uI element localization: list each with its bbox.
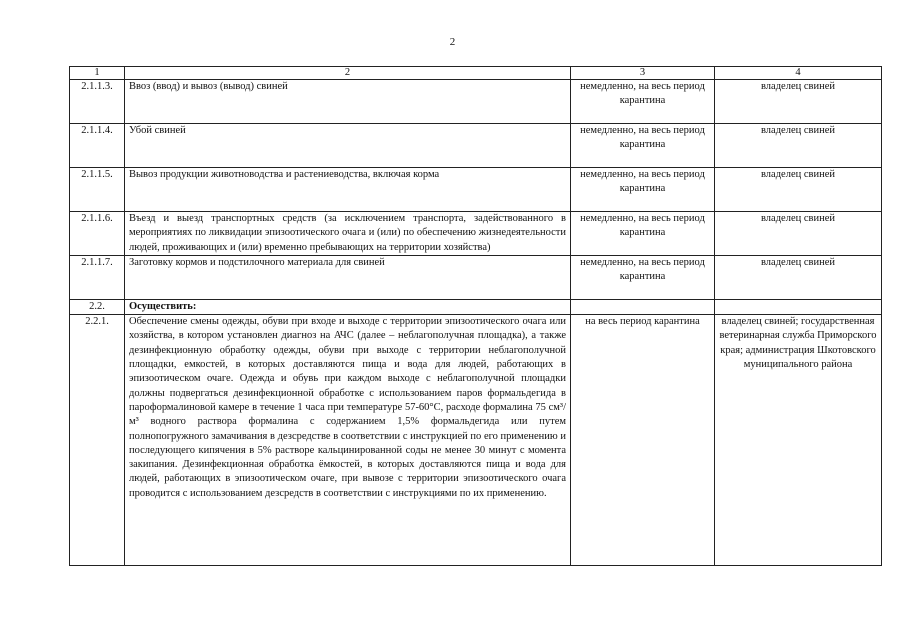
row-measure-text: Обеспечение смены одежды, обуви при входе и выходе с территории эпизоотического очага или хозяйства, в котором установлен диагноз на АЧС (далее – неблагополучная площадка), а также дезинфекционную обработку одежды, обуви при выходе с территории неблагополучной площадки, емкостей, в которых доставляются пища и вода для людей, работающих в эпизоотическом очаге. Одежда и обувь при каждом выходе с неблагополучной площадки должны подвергаться дезинфекционной обработке с использованием паров формальдегида в пароформалиновой камере в течение 1 часа при температуре 57-60°С, расходе формалина 75 см³/м³ водного раствора формалина с содержанием 1,5% формальдегида или путем полнопогружного замачивания в дезсредстве в соответствии с инструкцией по его применению и последующего кипячения в 5% растворе кальцинированной соды не менее 30 минут с момента закипания. Дезинфекционная обработка ёмкостей, в которых доставляются пища и вода для людей, работающих в эпизоотическом очаге, при вывозе с территории эпизоотического очага проводится с использованием дезсредств в соответствии с инструкциями по их применению. [125,315,571,566]
table-row [70,168,882,212]
row-measure-text: Убой свиней [125,124,571,168]
row-term: немедленно, на весь период карантина [571,80,715,124]
row-measure-text: Въезд и выезд транспортных средств (за исключением транспорта, задействованного в мероприятиях по ликвидации эпизоотического очага и (или) по обеспечению жизнедеятельности людей, проживающих и (или) временно пребывающих на территории хозяйства) [125,212,571,256]
row-term [571,299,715,314]
row-responsible: владелец свиней [715,212,882,256]
table-row [70,80,882,124]
table-header-row [70,67,882,80]
table-row [70,124,882,168]
row-responsible [715,299,882,314]
page-number: 2 [449,36,456,48]
row-term: немедленно, на весь период карантина [571,212,715,256]
table-row [70,315,882,566]
row-responsible: владелец свиней [715,80,882,124]
measures-table [69,66,882,566]
row-responsible: владелец свиней [715,255,882,299]
row-number: 2.2.1. [70,315,125,566]
row-measure-text: Ввоз (ввод) и вывоз (вывод) свиней [125,80,571,124]
header-col-4: 4 [715,67,882,80]
row-term: немедленно, на весь период карантина [571,124,715,168]
header-col-2: 2 [125,67,571,80]
row-number: 2.1.1.5. [70,168,125,212]
row-term: немедленно, на весь период карантина [571,255,715,299]
row-number: 2.1.1.4. [70,124,125,168]
row-responsible: владелец свиней [715,124,882,168]
row-term: на весь период карантина [571,315,715,566]
row-number: 2.2. [70,299,125,314]
row-responsible: владелец свиней; государственная ветеринарная служба Приморского края; администрация Шкотовского муниципального района [715,315,882,566]
table-row [70,212,882,256]
row-number: 2.1.1.3. [70,80,125,124]
row-number: 2.1.1.6. [70,212,125,256]
row-term: немедленно, на весь период карантина [571,168,715,212]
row-number: 2.1.1.7. [70,255,125,299]
row-measure-text: Вывоз продукции животноводства и растениеводства, включая корма [125,168,571,212]
header-col-3: 3 [571,67,715,80]
section-heading: Осуществить: [125,299,571,314]
header-col-1: 1 [70,67,125,80]
table-row [70,299,882,314]
row-measure-text: Заготовку кормов и подстилочного материала для свиней [125,255,571,299]
row-responsible: владелец свиней [715,168,882,212]
table-row [70,255,882,299]
